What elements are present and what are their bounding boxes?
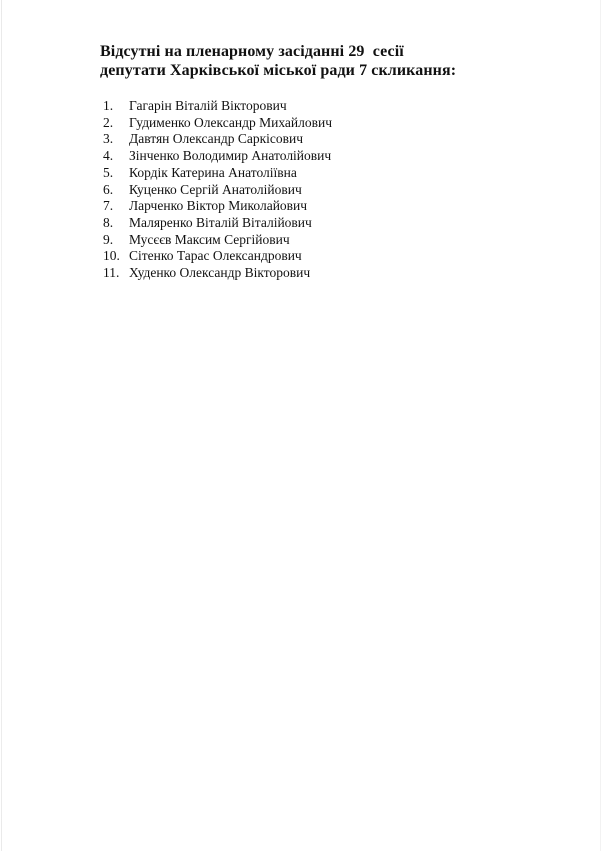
item-number: 1.	[103, 98, 114, 113]
item-name: Гагарін Віталій Вікторович	[129, 98, 287, 113]
item-number: 3.	[103, 131, 114, 147]
item-number: 6.	[103, 181, 114, 197]
list-item	[103, 198, 332, 215]
list-item	[103, 265, 332, 282]
item-number: 4.	[103, 148, 114, 164]
item-name: Давтян Олександр Саркісович	[129, 131, 304, 147]
item-name: Зінченко Володимир Анатолійович	[129, 148, 332, 164]
list-item	[103, 232, 332, 249]
item-number: 2.	[103, 114, 114, 130]
list-item	[103, 98, 332, 115]
list-item	[103, 215, 332, 232]
scan-edge-right	[600, 0, 601, 851]
item-name: Ларченко Віктор Миколайович	[129, 198, 308, 214]
item-name: Куценко Сергій Анатолійович	[129, 181, 302, 197]
item-number: 7.	[103, 198, 114, 214]
absent-deputies-list	[103, 98, 332, 282]
item-number: 10.	[103, 248, 120, 264]
scan-edge-left	[1, 0, 2, 851]
list-item	[103, 131, 332, 148]
list-item	[103, 148, 332, 165]
item-name: Мусєєв Максим Сергійович	[129, 231, 290, 247]
list-item	[103, 182, 332, 199]
item-name: Маляренко Віталій Віталійович	[129, 214, 312, 230]
document-title	[100, 42, 570, 80]
list-item	[103, 115, 332, 132]
item-name: Гудименко Олександр Михайлович	[129, 114, 333, 130]
item-number: 8.	[103, 214, 114, 230]
title-line-1: Відсутні на пленарному засіданні 29 сесії	[100, 43, 404, 60]
item-number: 9.	[103, 231, 114, 247]
item-name: Худенко Олександр Вікторович	[129, 265, 311, 281]
title-line-2: депутати Харківської міської ради 7 скликання:	[100, 62, 457, 79]
list-item	[103, 165, 332, 182]
item-name: Сітенко Тарас Олександрович	[129, 248, 302, 264]
item-number: 5.	[103, 164, 114, 180]
list-item	[103, 248, 332, 265]
item-number: 11.	[103, 265, 120, 281]
item-name: Кордік Катерина Анатоліївна	[129, 164, 297, 180]
